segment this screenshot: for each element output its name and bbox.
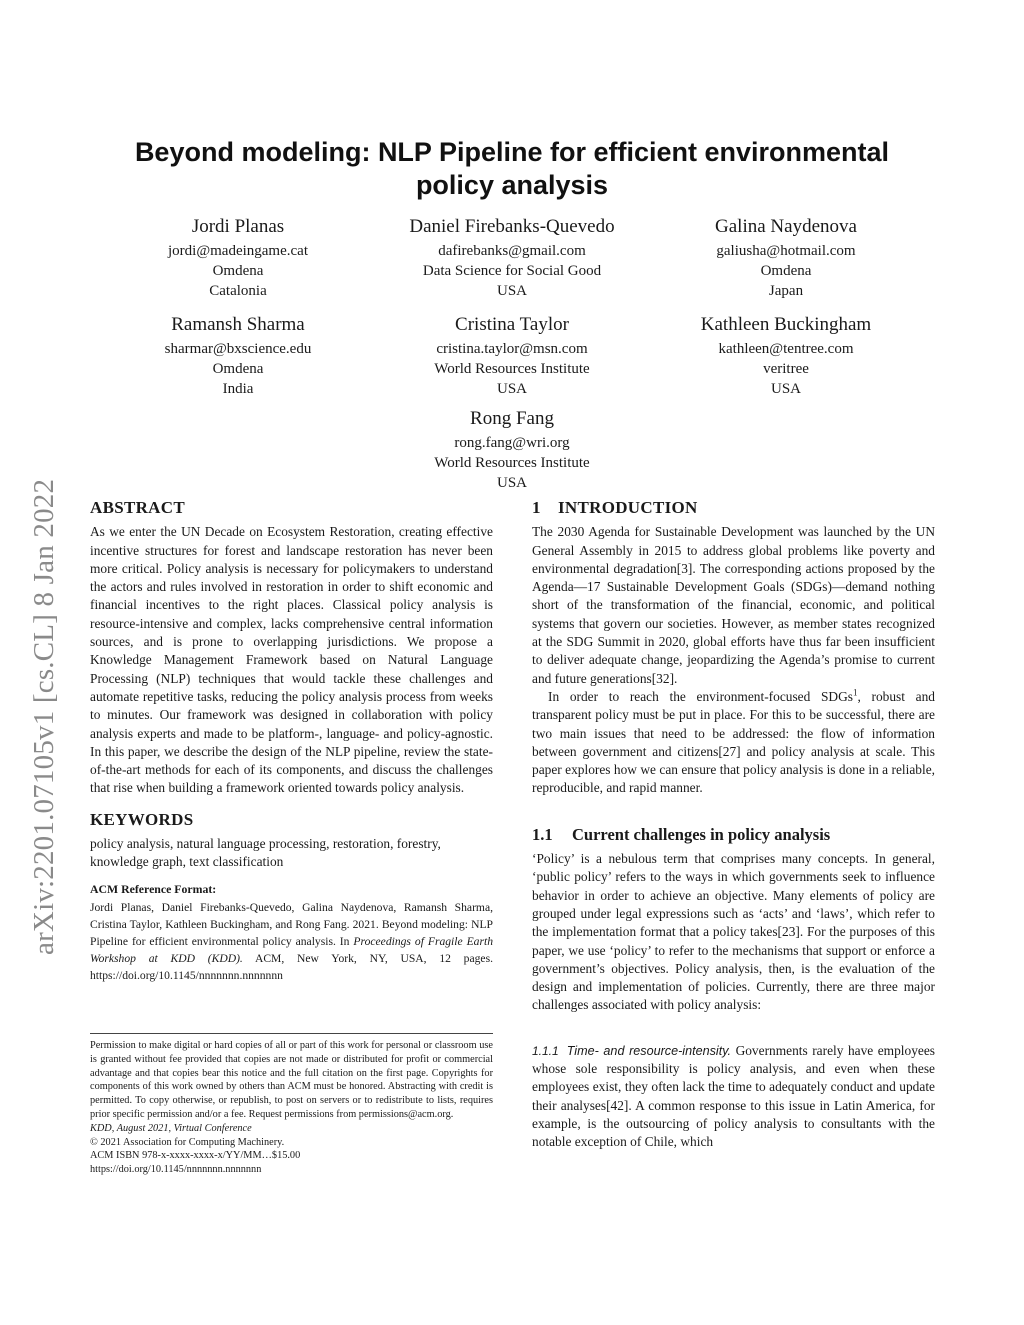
section-title: INTRODUCTION [558, 498, 698, 517]
footnote-marker: 1 [852, 687, 858, 698]
author-name: Cristina Taylor [455, 314, 569, 335]
arxiv-identifier: arXiv:2201.07105v1 [cs.CL] 8 Jan 2022 [28, 478, 60, 955]
conference-line: KDD, August 2021, Virtual Conference [90, 1122, 252, 1134]
author-location: USA [770, 381, 801, 397]
author-name: Daniel Firebanks-Quevedo [409, 216, 615, 237]
permission-notice [90, 1039, 493, 1177]
left-column [90, 499, 493, 984]
abstract-text: As we enter the UN Decade on Ecosystem Restoration, creating effective incentive structures for forest and landscape restoration has never been more critical. Policy analysis is necessary for policymakers to understand the actors and rules involved in restoration in order to shift economic and financial incentives to the right places. Classical policy analysis is resource-intensive and complex, lacks comprehensive central information sources, and is prone to overlapping jurisdictions. We propose a Knowledge Management Framework based on Natural Language Processing (NLP) techniques that would tackle these challenges and automate repetitive tasks, reducing the policy analysis process from weeks to minutes. Our framework was designed in collaboration with policy analysis experts and made to be platform-, language- and policy-agnostic. In this paper, we describe the design of the NLP pipeline, review the state-of-the-art methods for each of its components, and discuss the challenges that rise when building a framework oriented towards policy analysis. [90, 524, 493, 796]
title-line-1: Beyond modeling: NLP Pipeline for efficient environmental [134, 137, 890, 167]
isbn-line: ACM ISBN 978-x-xxxx-xxxx-x/YY/MM…$15.00 [90, 1150, 301, 1162]
author-email: dafirebanks@gmail.com [438, 243, 586, 259]
author-email: kathleen@tentree.com [718, 341, 854, 357]
author-location: USA [496, 283, 527, 299]
subsection-number: 1.1 [532, 824, 553, 844]
author-location: India [222, 381, 254, 397]
author-block [382, 215, 642, 301]
paper-title [100, 136, 924, 202]
author-location: Catalonia [209, 283, 267, 299]
author-email: cristina.taylor@msn.com [436, 341, 588, 357]
author-name: Galina Naydenova [715, 216, 857, 237]
author-affiliation: Omdena [212, 263, 264, 279]
author-affiliation: Omdena [760, 263, 812, 279]
author-location: USA [496, 475, 527, 491]
subsubsection-number: 1.1.1 [532, 1043, 559, 1058]
author-name: Jordi Planas [191, 216, 285, 237]
author-email: jordi@madeingame.cat [167, 243, 308, 259]
keywords-text: policy analysis, natural language processing, restoration, forestry, knowledge graph, text classification [90, 836, 441, 870]
author-block [108, 313, 368, 399]
author-block [656, 313, 916, 399]
acm-reference-text: Jordi Planas, Daniel Firebanks-Quevedo, Galina Naydenova, Ramansh Sharma, Cristina Taylor, Kathleen Buckingham, and Rong Fang. 2021. Beyond modeling: NLP Pipeline for efficient environmental policy analysis. In [90, 900, 493, 948]
subsubsection-title: Time- and resource-intensity. [566, 1043, 732, 1058]
author-name: Rong Fang [470, 408, 554, 429]
author-affiliation: World Resources Institute [434, 361, 590, 377]
intro-p2-start: In order to reach the environment-focused SDGs [548, 688, 853, 704]
copyright-line: © 2021 Association for Computing Machinery. [90, 1136, 285, 1148]
author-email: galiusha@hotmail.com [716, 243, 856, 259]
footnote-divider [90, 1033, 493, 1034]
acm-reference-tail: ACM, New York, NY, USA, 12 pages. https://doi.org/10.1145/nnnnnnn.nnnnnnn [90, 951, 493, 982]
author-email: sharmar@bxscience.edu [164, 341, 312, 357]
author-affiliation: Omdena [212, 361, 264, 377]
permission-text: Permission to make digital or hard copies of all or part of this work for personal or classroom use is granted without fee provided that copies are not made or distributed for profit or commercial advantage and that copies bear this notice and the full citation on the first page. Copyrights for components of this work owned by others than ACM must be honored. Abstracting with credit is permitted. To copy otherwise, or republish, to post on servers or to redistribute to lists, requires prior specific permission and/or a fee. Request permissions from permissions@acm.org. [90, 1040, 493, 1120]
doi-line: https://doi.org/10.1145/nnnnnnn.nnnnnnn [90, 1164, 262, 1176]
author-block [382, 313, 642, 399]
subsection-title: Current challenges in policy analysis [572, 824, 831, 844]
abstract-heading: ABSTRACT [90, 498, 185, 517]
acm-reference-heading: ACM Reference Format: [90, 881, 217, 896]
author-affiliation: Data Science for Social Good [422, 263, 602, 279]
keywords-heading: KEYWORDS [90, 809, 194, 829]
introduction-heading [532, 499, 935, 517]
author-block [108, 215, 368, 301]
right-column [532, 499, 935, 1152]
author-affiliation: veritree [763, 361, 809, 377]
subsection-paragraph: ‘Policy’ is a nebulous term that comprises many concepts. In general, ‘public policy’ refers to the ways in which governments seek to influence behavior in order to achieve an objective. Many elements of policy are grouped under legal expressions such as ‘acts’ and ‘laws’, which refer to the implementation format that a policy takes[23]. For the purposes of this paper, we use ‘policy’ to refer to the mechanisms that support or enforce a government’s objectives. Policy analysis, then, is the evaluation of the design and implementation of policies. Currently, there are three major challenges associated with policy analysis: [532, 851, 935, 1013]
subsubsection-paragraph [532, 1042, 935, 1152]
section-number: 1 [532, 498, 541, 517]
author-block [656, 215, 916, 301]
author-name: Ramansh Sharma [171, 314, 305, 335]
acm-reference [90, 881, 493, 984]
author-location: USA [496, 381, 527, 397]
subsubsection-text: Governments rarely have employees whose sole responsibility is policy analysis, and even when these employees exist, they often lack the time to adequately conduct and update their analyses[42]. A common response to this issue in Latin America, for example, is the outsourcing of policy analysis to consultants with the notable exception of Chile, which [532, 1042, 935, 1150]
intro-p2-rest: , robust and transparent policy must be put in place. For this to be successful, there are two main issues that need to be addressed: the flow of information between government and citizens[27] and policy analysis at scale. This paper explores how we can ensure that policy analysis is done in a reliable, reproducible, and rapid manner. [532, 688, 935, 796]
author-affiliation: World Resources Institute [434, 455, 590, 471]
intro-paragraph-2 [532, 688, 935, 798]
title-line-2: policy analysis [415, 170, 609, 200]
intro-paragraph-1: The 2030 Agenda for Sustainable Development was launched by the UN General Assembly in 2015 to address global problems like poverty and environmental degradation[3]. The corresponding actions proposed by the Agenda—17 Sustainable Development Goals (SDGs)—demand nothing short of the transformation of the financial, economic, and political systems that govern our societies. However, as member states recognized at the SDG Summit in 2020, global efforts have thus far been insufficient to deliver adequate change, jeopardizing the Agenda’s promise to current and future generations[32]. [532, 524, 935, 686]
author-location: Japan [768, 283, 804, 299]
author-name: Kathleen Buckingham [700, 314, 872, 335]
subsection-heading [532, 826, 935, 844]
author-block [382, 407, 642, 493]
author-email: rong.fang@wri.org [454, 435, 570, 451]
acm-reference-venue: Proceedings of Fragile Earth Workshop at KDD (KDD). [90, 934, 493, 965]
